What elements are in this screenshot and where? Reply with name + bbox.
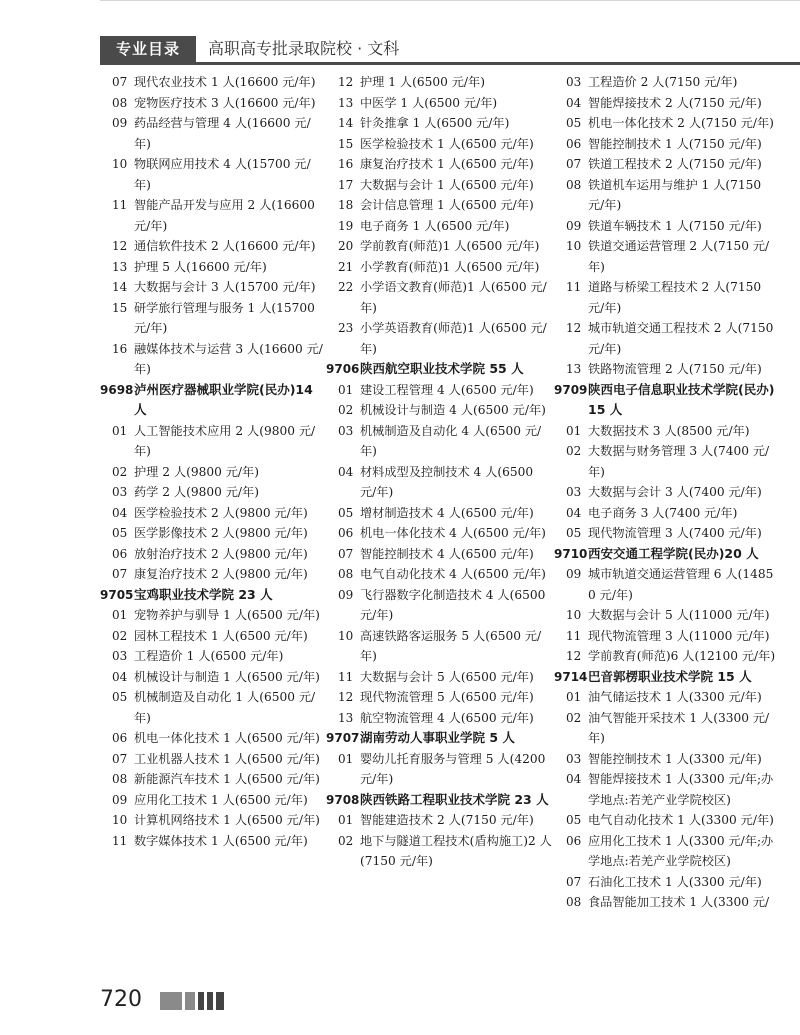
major-entry [330,318,552,359]
page-header [100,36,700,64]
school-heading [554,380,780,421]
major-entry [330,687,552,708]
major-entry [330,277,552,318]
major-text: 小学教育(师范)1 人(6500 元/年) [360,259,540,274]
major-text: 护理 1 人(6500 元/年) [360,75,485,89]
major-text: 铁道交通运营管理 2 人(7150 元/年) [588,239,770,274]
major-text: 现代物流管理 3 人(11000 元/年) [588,628,770,643]
major-text: 电气自动化技术 1 人(3300 元/年) [588,813,774,827]
major-entry [330,134,552,155]
major-entry [330,175,552,196]
major-code: 11 [338,669,354,684]
major-code: 03 [112,649,128,663]
major-entry [558,216,780,237]
major-entry [104,790,324,811]
major-text: 护理 5 人(16600 元/年) [134,259,267,274]
major-entry [330,462,552,503]
major-text: 中医学 1 人(6500 元/年) [360,95,498,110]
major-text: 大数据与财务管理 3 人(7400 元/年) [588,444,770,479]
major-text: 地下与隧道工程技术(盾构施工)2 人(7150 元/年) [360,833,552,868]
major-entry [330,421,552,462]
major-text: 建设工程管理 4 人(6500 元/年) [360,382,534,397]
school-heading [554,544,780,565]
major-text: 航空物流管理 4 人(6500 元/年) [360,710,534,725]
major-text: 医学检验技术 2 人(9800 元/年) [134,505,308,520]
major-text: 材料成型及控制技术 4 人(6500 元/年) [360,464,534,499]
major-text: 会计信息管理 1 人(6500 元/年) [360,198,534,212]
major-code: 03 [112,485,128,499]
major-entry [558,831,780,872]
major-entry [558,482,780,503]
major-text: 药学 2 人(9800 元/年) [134,485,259,499]
major-text: 医学检验技术 1 人(6500 元/年) [360,136,534,151]
major-text: 铁道工程技术 2 人(7150 元/年) [588,157,762,171]
major-entry [330,831,552,872]
major-entry [330,564,552,585]
major-code: 07 [338,546,354,561]
major-entry [558,708,780,749]
major-code: 10 [112,157,128,171]
major-entry [104,482,324,503]
major-entry [104,503,324,524]
major-text: 高速铁路客运服务 5 人(6500 元/年) [360,628,542,663]
major-entry [330,810,552,831]
major-entry [104,728,324,749]
school-name: 西安交通工程学院(民办)20 人 [588,545,759,561]
major-entry [558,687,780,708]
major-text: 电子商务 1 人(6500 元/年) [360,218,510,233]
major-code: 18 [338,198,354,212]
major-entry [558,769,780,810]
major-code: 08 [566,177,582,192]
major-text: 学前教育(师范)1 人(6500 元/年) [360,239,540,253]
major-code: 05 [112,526,128,540]
major-text: 城市轨道交通运营管理 6 人(14850 元/年) [588,567,774,602]
major-text: 城市轨道交通工程技术 2 人(7150 元/年) [588,321,774,356]
school-code: 9710 [554,546,588,561]
major-code: 04 [566,505,582,520]
major-code: 02 [566,444,582,458]
major-text: 增材制造技术 4 人(6500 元/年) [360,505,534,520]
school-name: 宝鸡职业技术学院 23 人 [134,586,273,602]
major-text: 融媒体技术与运营 3 人(16600 元/年) [134,341,323,376]
header-rule [100,62,800,65]
column-1 [100,72,324,851]
major-entry [104,154,324,195]
major-entry [558,93,780,114]
major-code: 05 [566,526,582,540]
major-code: 13 [566,362,582,376]
major-entry [104,667,324,688]
major-entry [330,113,552,134]
major-entry [104,257,324,278]
school-code: 9708 [326,792,360,807]
major-text: 大数据与会计 3 人(7400 元/年) [588,485,762,499]
major-code: 03 [566,75,582,89]
major-text: 油气智能开采技术 1 人(3300 元/年) [588,710,770,745]
major-code: 01 [338,751,354,766]
major-entry [104,646,324,667]
school-name: 巴音郭楞职业技术学院 15 人 [588,668,752,684]
major-code: 06 [112,731,128,745]
major-text: 大数据与会计 5 人(11000 元/年) [588,608,770,622]
school-code: 9705 [100,587,134,602]
major-text: 护理 2 人(9800 元/年) [134,464,259,479]
major-text: 小学英语教育(师范)1 人(6500 元/年) [360,321,547,356]
major-text: 铁道机车运用与维护 1 人(7150 元/年) [588,177,762,212]
major-code: 15 [112,300,128,315]
major-code: 19 [338,218,354,233]
major-entry [558,872,780,893]
major-code: 10 [566,608,582,622]
major-text: 宠物养护与驯导 1 人(6500 元/年) [134,608,320,622]
major-entry [104,564,324,585]
major-code: 13 [338,710,354,725]
header-title: 高职高专批录取院校 · 文科 [208,39,400,58]
major-entry [104,195,324,236]
major-entry [558,359,780,380]
school-name: 陕西电子信息职业技术学院(民办)15 人 [588,381,775,417]
major-code: 12 [566,321,582,335]
major-code: 17 [338,177,354,192]
major-text: 小学语文教育(师范)1 人(6500 元/年) [360,280,547,315]
major-code: 10 [566,239,582,253]
major-text: 研学旅行管理与服务 1 人(15700 元/年) [134,300,315,335]
major-text: 机械制造及自动化 4 人(6500 元/年) [360,423,542,458]
major-code: 09 [338,587,354,602]
major-entry [558,892,780,913]
major-code: 03 [338,423,354,438]
school-code: 9698 [100,382,134,397]
major-code: 03 [566,485,582,499]
major-code: 12 [338,690,354,704]
major-code: 07 [566,157,582,171]
major-entry [558,503,780,524]
school-heading [326,790,552,811]
school-heading [554,667,780,688]
major-code: 04 [338,464,354,479]
major-text: 应用化工技术 1 人(3300 元/年;办学地点:若羌产业学院校区) [588,833,774,868]
major-entry [330,544,552,565]
major-code: 07 [566,874,582,889]
major-entry [330,585,552,626]
school-name: 泸州医疗器械职业学院(民办)14 人 [134,381,313,417]
major-code: 12 [566,649,582,663]
major-text: 放射治疗技术 2 人(9800 元/年) [134,546,308,561]
major-entry [558,236,780,277]
major-text: 现代物流管理 5 人(6500 元/年) [360,690,534,704]
major-code: 01 [566,423,582,438]
major-code: 13 [338,95,354,110]
major-code: 02 [338,403,354,417]
major-entry [558,605,780,626]
major-text: 机电一体化技术 4 人(6500 元/年) [360,526,546,540]
major-code: 23 [338,321,354,335]
school-code: 9707 [326,731,360,745]
major-entry [330,257,552,278]
major-entry [330,236,552,257]
major-text: 机械设计与制造 4 人(6500 元/年) [360,403,546,417]
major-entry [104,277,324,298]
major-code: 08 [338,567,354,581]
major-text: 电气自动化技术 4 人(6500 元/年) [360,567,546,581]
column-2 [326,72,552,872]
school-heading [326,359,552,380]
page-number: 720 [100,987,142,1012]
major-entry [330,154,552,175]
major-code: 07 [112,751,128,766]
school-code: 9709 [554,382,588,397]
major-text: 大数据与会计 3 人(15700 元/年) [134,280,316,294]
major-code: 09 [112,792,128,807]
major-entry [558,441,780,482]
major-code: 14 [112,280,128,294]
major-code: 05 [112,690,128,704]
major-entry [330,400,552,421]
major-entry [104,831,324,852]
major-code: 01 [566,690,582,704]
major-code: 13 [112,259,128,274]
major-code: 09 [566,567,582,581]
major-entry [558,646,780,667]
major-code: 21 [338,259,354,274]
major-code: 14 [338,116,354,130]
major-text: 机械设计与制造 1 人(6500 元/年) [134,669,320,684]
major-text: 智能产品开发与应用 2 人(16600 元/年) [134,198,315,233]
major-entry [104,93,324,114]
major-text: 大数据与会计 5 人(6500 元/年) [360,669,534,684]
column-3 [554,72,780,913]
major-code: 08 [112,95,128,110]
major-code: 07 [112,75,128,89]
major-entry [330,195,552,216]
major-text: 飞行器数字化制造技术 4 人(6500 元/年) [360,587,546,622]
major-text: 机械制造及自动化 1 人(6500 元/年) [134,690,316,725]
major-code: 04 [566,772,582,786]
major-entry [104,298,324,339]
major-entry [558,318,780,359]
major-code: 02 [338,833,354,848]
major-text: 医学影像技术 2 人(9800 元/年) [134,526,308,540]
major-code: 11 [112,833,128,848]
major-entry [558,113,780,134]
major-entry [330,216,552,237]
major-text: 药品经营与管理 4 人(16600 元/年) [134,116,311,151]
major-entry [330,380,552,401]
major-code: 07 [112,567,128,581]
major-text: 石油化工技术 1 人(3300 元/年) [588,874,762,889]
major-text: 铁路物流管理 2 人(7150 元/年) [588,362,762,376]
major-code: 16 [338,157,354,171]
major-text: 康复治疗技术 2 人(9800 元/年) [134,567,308,581]
major-entry [558,810,780,831]
major-entry [104,462,324,483]
major-entry [558,523,780,544]
major-entry [104,544,324,565]
school-heading [100,380,324,421]
school-name: 湖南劳动人事职业学院 5 人 [360,730,515,745]
major-text: 宠物医疗技术 3 人(16600 元/年) [134,95,316,110]
major-code: 11 [112,198,128,212]
major-entry [104,769,324,790]
major-text: 通信软件技术 2 人(16600 元/年) [134,239,316,253]
major-code: 05 [338,505,354,520]
major-text: 大数据与会计 1 人(6500 元/年) [360,177,534,192]
major-entry [558,749,780,770]
major-entry [104,421,324,462]
major-code: 12 [112,239,128,253]
major-entry [104,626,324,647]
major-code: 03 [566,751,582,766]
major-code: 08 [566,895,582,909]
major-code: 01 [112,423,128,438]
major-entry [104,605,324,626]
major-entry [330,93,552,114]
school-code: 9714 [554,669,588,684]
major-text: 机电一体化技术 1 人(6500 元/年) [134,731,320,745]
major-code: 12 [338,75,354,89]
major-entry [330,667,552,688]
major-text: 智能控制技术 1 人(7150 元/年) [588,136,762,151]
major-entry [558,421,780,442]
major-code: 11 [566,628,582,643]
major-code: 08 [112,772,128,786]
major-entry [104,810,324,831]
major-code: 11 [566,280,582,294]
major-code: 06 [112,546,128,561]
major-code: 05 [566,813,582,827]
major-text: 机电一体化技术 2 人(7150 元/年) [588,116,774,130]
major-text: 现代物流管理 3 人(7400 元/年) [588,526,762,540]
major-code: 22 [338,280,354,294]
section-tag: 专业目录 [100,36,196,62]
major-code: 02 [112,464,128,479]
major-text: 现代农业技术 1 人(16600 元/年) [134,75,316,89]
major-entry [104,113,324,154]
major-code: 01 [338,813,354,827]
major-entry [104,72,324,93]
major-code: 10 [338,628,354,643]
major-entry [104,339,324,380]
major-entry [104,687,324,728]
major-code: 04 [566,95,582,110]
major-text: 数字媒体技术 1 人(6500 元/年) [134,833,308,848]
major-entry [558,175,780,216]
major-text: 学前教育(师范)6 人(12100 元/年) [588,649,776,663]
major-text: 园林工程技术 1 人(6500 元/年) [134,628,308,643]
major-entry [330,626,552,667]
major-text: 道路与桥梁工程技术 2 人(7150 元/年) [588,280,762,315]
major-code: 20 [338,239,354,253]
major-code: 04 [112,505,128,520]
major-text: 智能建造技术 2 人(7150 元/年) [360,813,534,827]
top-border [100,0,800,7]
major-code: 01 [338,382,354,397]
major-entry [330,503,552,524]
school-name: 陕西铁路工程职业技术学院 23 人 [360,791,549,807]
major-text: 物联网应用技术 4 人(15700 元/年) [134,157,311,192]
school-heading [326,728,552,749]
major-code: 02 [566,710,582,725]
major-entry [558,564,780,605]
major-entry [330,72,552,93]
major-text: 婴幼儿托育服务与管理 5 人(4200 元/年) [360,751,546,786]
major-code: 04 [112,669,128,684]
major-entry [104,749,324,770]
major-text: 智能控制技术 4 人(6500 元/年) [360,546,534,561]
major-text: 工程造价 2 人(7150 元/年) [588,75,738,89]
major-text: 铁道车辆技术 1 人(7150 元/年) [588,218,762,233]
major-entry [558,72,780,93]
decorative-bars [160,992,227,1010]
major-text: 智能焊接技术 1 人(3300 元/年;办学地点:若羌产业学院校区) [588,772,774,807]
major-code: 10 [112,813,128,827]
major-text: 智能焊接技术 2 人(7150 元/年) [588,95,762,110]
major-text: 工程造价 1 人(6500 元/年) [134,649,284,663]
major-code: 05 [566,116,582,130]
major-text: 应用化工技术 1 人(6500 元/年) [134,792,308,807]
major-text: 康复治疗技术 1 人(6500 元/年) [360,157,534,171]
major-entry [104,523,324,544]
major-text: 智能控制技术 1 人(3300 元/年) [588,751,762,766]
major-text: 电子商务 3 人(7400 元/年) [588,505,738,520]
major-entry [558,154,780,175]
major-text: 油气储运技术 1 人(3300 元/年) [588,690,762,704]
school-name: 陕西航空职业技术学院 55 人 [360,361,524,376]
major-entry [330,708,552,729]
major-code: 02 [112,628,128,643]
major-code: 15 [338,136,354,151]
major-text: 大数据技术 3 人(8500 元/年) [588,423,750,438]
major-text: 计算机网络技术 1 人(6500 元/年) [134,813,320,827]
major-entry [558,277,780,318]
major-code: 16 [112,341,128,356]
major-code: 06 [566,136,582,151]
major-code: 09 [112,116,128,130]
school-code: 9706 [326,362,360,376]
major-entry [330,749,552,790]
major-code: 06 [338,526,354,540]
major-text: 人工智能技术应用 2 人(9800 元/年) [134,423,316,458]
major-text: 食品智能加工技术 1 人(3300 元/ [588,895,770,909]
major-entry [330,523,552,544]
major-entry [104,236,324,257]
school-heading [100,585,324,606]
major-entry [558,626,780,647]
major-text: 新能源汽车技术 1 人(6500 元/年) [134,772,320,786]
major-code: 01 [112,608,128,622]
major-text: 针灸推拿 1 人(6500 元/年) [360,116,510,130]
major-code: 06 [566,833,582,848]
major-code: 09 [566,218,582,233]
major-entry [558,134,780,155]
major-text: 工业机器人技术 1 人(6500 元/年) [134,751,320,766]
